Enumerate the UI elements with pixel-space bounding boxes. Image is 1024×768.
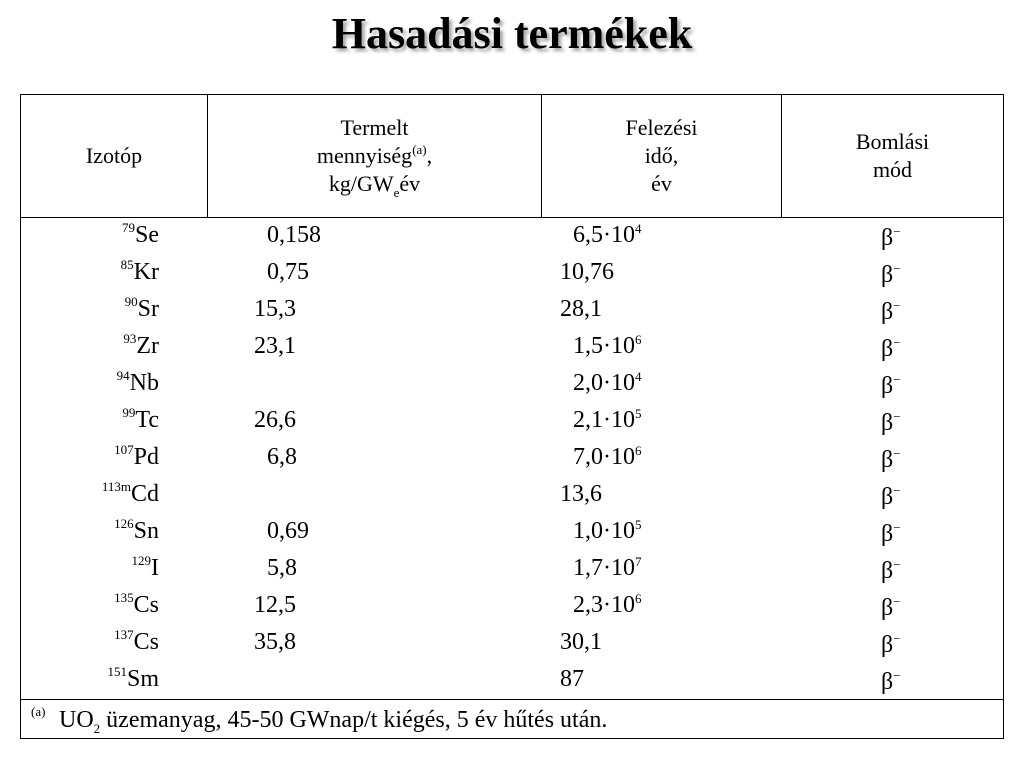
element-symbol: Sn [133,518,159,544]
yield-cell: 12,5 [254,592,296,618]
table-row [21,515,1003,552]
half-life-cell: 10,76 [560,259,614,285]
half-life-cell: $2,3\cdot 10^6$ [573,591,642,618]
header-half-line3: év [651,171,672,197]
mass-number: 135 [114,590,134,605]
yield-cell: 0,158 [267,222,321,248]
header-yield-line2: mennyiség$^{(a)}$, [316,141,433,168]
footnote-mark: (a) [31,704,46,719]
table-row [21,256,1003,293]
decay-mode-cell: β− [881,409,901,436]
decay-mode-cell: β− [881,335,901,362]
decay-mode-cell: β− [881,446,901,473]
half-life-cell: 13,6 [560,481,602,507]
mass-number: 94 [116,368,130,383]
element-symbol: Zr [136,333,159,359]
isotope-cell [117,370,159,397]
isotope-cell [114,629,159,656]
yield-cell: 5,8 [267,555,297,581]
yield-cell: 0,75 [267,259,309,285]
half-life-cell: $6,5\cdot 10^4$ [573,221,642,248]
table-row [21,219,1003,256]
mass-number: 93 [123,331,137,346]
footnote [21,699,1003,738]
decay-mode-cell: β− [881,668,901,695]
mass-number: 90 [124,294,138,309]
decay-mode-cell: β− [881,372,901,399]
half-life-cell: $2,0\cdot 10^4$ [573,369,642,396]
table-row [21,626,1003,663]
element-symbol: Tc [135,407,159,433]
element-symbol: Sm [126,666,159,692]
decay-mode-cell: β− [881,224,901,251]
decay-mode-cell: β− [881,631,901,658]
yield-cell: 0,69 [267,518,309,544]
yield-cell: 15,3 [254,296,296,322]
mass-number: 107 [114,442,134,457]
header-half-line2: idő, [644,142,679,168]
half-life-cell: $1,0\cdot 10^5$ [573,517,642,544]
header-isotope [21,95,208,218]
decay-mode-cell: β− [881,483,901,510]
element-symbol: Cs [133,629,159,655]
isotope-cell [107,666,159,693]
table-row [21,367,1003,404]
isotope-cell [114,518,159,545]
element-symbol: Sr [137,296,159,322]
header-isotope-label: Izotóp [85,142,143,168]
yield-cell: 35,8 [254,629,296,655]
decay-mode-cell: β− [881,298,901,325]
element-symbol: Nb [129,370,159,396]
table-row [21,478,1003,515]
footnote-text: $UO_2$ üzemanyag, 45-50 GWnap/t kiégés, 5 év hűtés után. [59,707,608,736]
half-life-cell: 28,1 [560,296,602,322]
isotope-cell [102,481,159,508]
table-row [21,404,1003,441]
mass-number: 129 [131,553,151,568]
isotope-cell [123,333,159,360]
header-decay-mode [782,95,1003,218]
element-symbol: Se [135,222,159,248]
yield-cell: 6,8 [267,444,297,470]
table-row [21,293,1003,330]
element-symbol: Kr [133,259,159,285]
isotope-cell [132,555,160,582]
header-yield-line3: $kg/GW_eév$ [328,171,421,201]
header-half-line1: Felezési [625,114,698,140]
isotope-cell [121,259,159,286]
half-life-cell: $7,0\cdot 10^6$ [573,443,642,470]
table-row [21,663,1003,700]
half-life-cell: 30,1 [560,629,602,655]
decay-mode-cell: β− [881,261,901,288]
half-life-cell: 87 [560,666,584,692]
decay-mode-cell: β− [881,594,901,621]
mass-number: 126 [114,516,134,531]
element-symbol: I [151,555,159,581]
isotope-cell [122,407,159,434]
decay-mode-cell: β− [881,557,901,584]
header-decay-line2: mód [872,157,913,182]
element-symbol: Pd [133,444,159,470]
half-life-cell: $1,7\cdot 10^7$ [573,554,642,581]
table-row [21,589,1003,626]
mass-number: 113m [101,479,131,494]
header-yield [208,95,542,218]
header-yield-line1: Termelt [340,114,409,140]
element-symbol: Cd [130,481,159,507]
fission-products-table [20,94,1004,739]
mass-number: 85 [120,257,134,272]
mass-number: 151 [107,664,127,679]
half-life-cell: $2,1\cdot 10^5$ [573,406,642,433]
header-decay-line1: Bomlási [855,128,930,154]
isotope-cell [125,296,159,323]
isotope-cell [114,444,159,471]
yield-cell: 23,1 [254,333,296,359]
mass-number: 137 [114,627,134,642]
isotope-cell [114,592,159,619]
yield-cell: 26,6 [254,407,296,433]
mass-number: 79 [122,220,135,235]
decay-mode-cell: β− [881,520,901,547]
table-row [21,330,1003,367]
mass-number: 99 [122,405,136,420]
element-symbol: Cs [133,592,159,618]
half-life-cell: $1,5\cdot 10^6$ [573,332,642,359]
table-row [21,552,1003,589]
isotope-cell [122,222,159,249]
page-title: Hasadási termékek [331,9,693,58]
table-row [21,441,1003,478]
header-half-life [542,95,782,218]
